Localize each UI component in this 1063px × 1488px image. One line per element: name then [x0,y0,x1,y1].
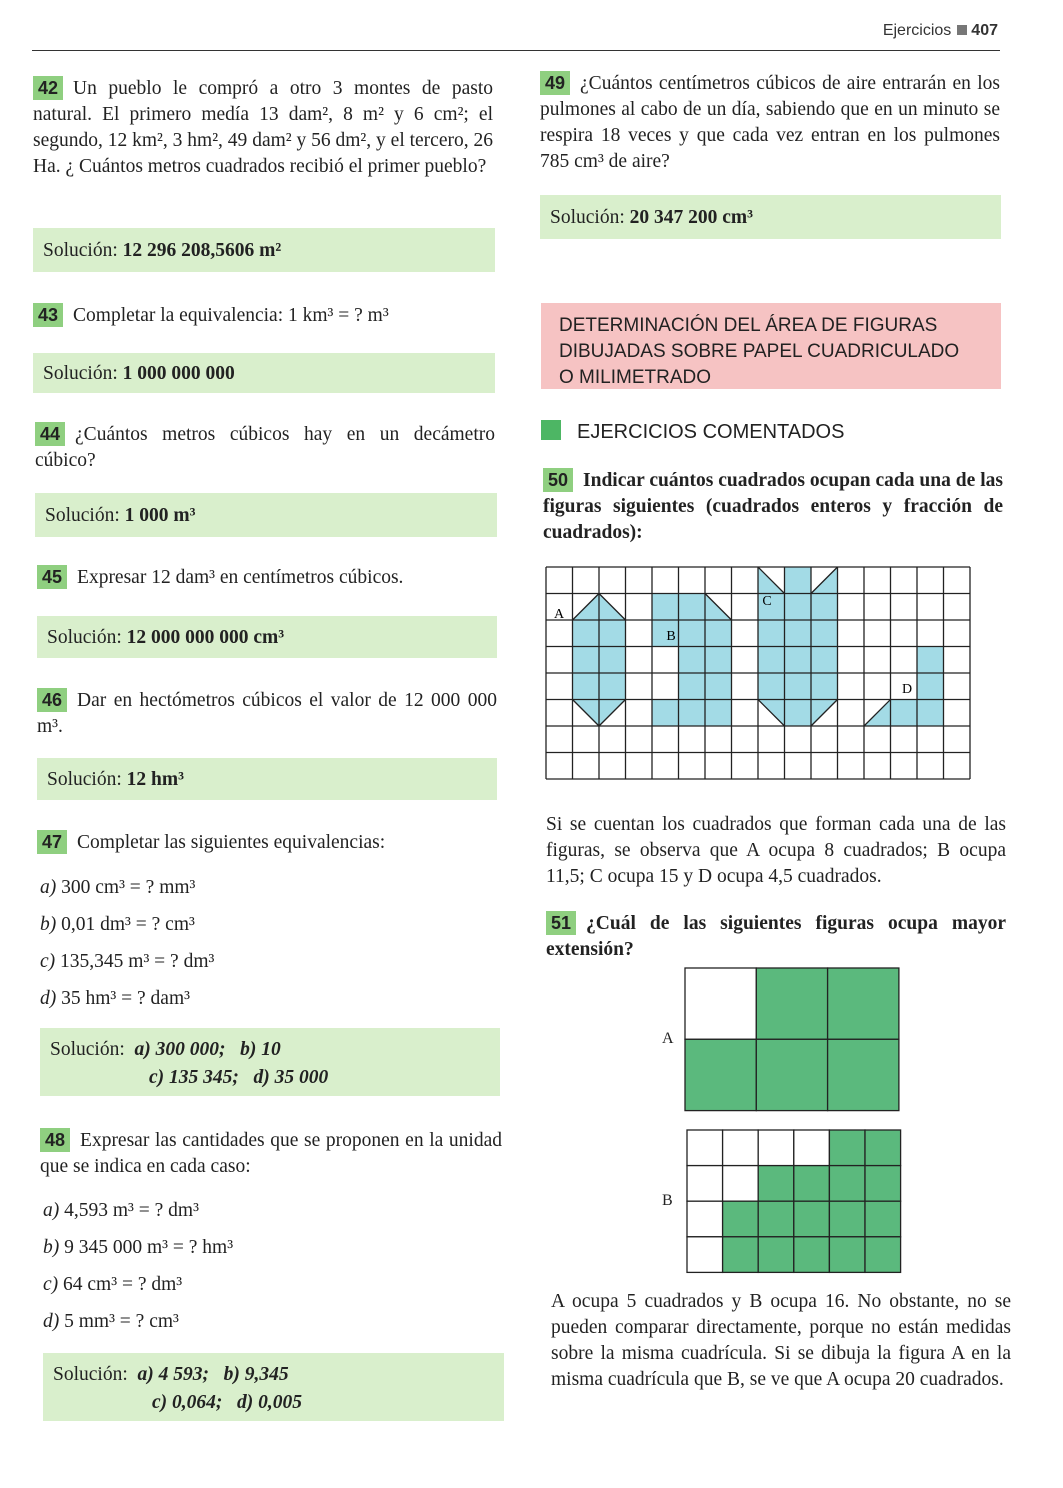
header-text [883,22,998,40]
solution-value: 1 000 m³ [124,505,196,526]
banner-line-2: DIBUJADAS SOBRE PAPEL CUADRICULADO [559,341,960,362]
list-item: c) 135,345 m³ = ? dm³ [40,951,215,972]
filled-cell [829,1201,865,1237]
exercise-text: ¿Cuál de las siguientes figuras ocupa mayor extensión? [546,913,1006,960]
figure-b [652,594,732,727]
page-number: 407 [971,22,998,39]
exercise-number: 44 [35,422,65,446]
exercise-48 [40,1128,502,1180]
filled-cell [865,1237,901,1273]
solution-value: 20 347 200 cm³ [629,207,754,228]
solution-label: Solución: [550,207,625,228]
exercise-text: ¿Cuántos centímetros cúbicos de aire entrarán en los pulmones al cabo de un día, sabiendo que en un minuto se respira 18 veces y que cada vez entran en los pulmones 785 cm³ de aire? [540,73,1000,172]
exercise-50 [543,468,1003,546]
list-item: a) 300 cm³ = ? mm³ [40,877,196,898]
exercise-text: Dar en hectómetros cúbicos el valor de 12 000 000 m³. [37,690,497,737]
empty-cell [723,1130,759,1166]
empty-cell [687,1237,723,1273]
filled-cell [723,1237,759,1273]
banner-line-1: DETERMINACIÓN DEL ÁREA DE FIGURAS [559,315,938,336]
solution-line-1: a) 300 000; b) 10 [134,1039,281,1060]
solution-44 [35,493,497,537]
exercise-text: ¿Cuántos metros cúbicos hay en un decámetro cúbico? [35,424,495,471]
filled-cell [758,1237,794,1273]
label-d: D [901,682,913,697]
filled-cell [829,1237,865,1273]
solution-label: Solución: [47,627,122,648]
solution-line-2: c) 135 345; d) 35 000 [149,1067,329,1088]
label-a: A [553,607,565,622]
empty-cell [687,1166,723,1202]
solution-label: Solución: [45,505,120,526]
solution-value: 12 296 208,5606 m² [122,240,282,261]
solution-line-2: c) 0,064; d) 0,005 [152,1392,303,1413]
solution-label: Solución: [50,1039,125,1060]
empty-cell [687,1130,723,1166]
solution-value: 12 000 000 000 cm³ [126,627,285,648]
solution-value: 1 000 000 000 [122,363,235,384]
exercise-number: 46 [37,688,67,712]
solution-42 [33,228,495,272]
list-item: b) 9 345 000 m³ = ? hm³ [43,1237,234,1258]
exercise-number: 42 [33,76,63,100]
filled-cell [829,1166,865,1202]
solution-46 [37,758,497,800]
solution-45 [37,616,497,658]
solution-43 [33,353,495,393]
exercise-text: Completar las siguientes equivalencias: [77,832,386,853]
figure-51-label-b: B [662,1192,673,1209]
exercise-number: 47 [37,830,67,854]
figure-51-a [684,967,902,1112]
list-item: d) 5 mm³ = ? cm³ [43,1311,179,1332]
filled-cell [794,1201,830,1237]
exercise-50-answer: Si se cuentan los cuadrados que forman cada una de las figuras, se observa que A ocupa 8 cuadrados; B ocupa 11,5; C ocupa 15 y D ocupa 4,5 cuadrados. [546,814,1006,887]
section-banner [541,303,1001,389]
label-c: C [762,594,772,609]
filled-cell [758,1166,794,1202]
empty-cell [687,1201,723,1237]
exercise-43 [33,303,493,329]
list-item: a) 4,593 m³ = ? dm³ [43,1200,199,1221]
filled-cell [829,1130,865,1166]
filled-cell [758,1201,794,1237]
solution-48 [43,1353,504,1421]
exercise-text: Expresar 12 dam³ en centímetros cúbicos. [77,567,404,588]
exercise-46 [37,688,497,740]
empty-cell [794,1130,830,1166]
filled-cell [865,1130,901,1166]
green-square-icon [541,420,561,440]
solution-value: 12 hm³ [126,769,184,790]
empty-cell [723,1166,759,1202]
solution-49 [540,195,1001,239]
exercise-47 [37,830,497,856]
page-header [32,20,1000,51]
exercise-number: 43 [33,303,63,327]
solution-label: Solución: [43,240,118,261]
figure-51-b [686,1129,902,1274]
exercise-number: 51 [546,911,576,935]
exercise-text: Un pueblo le compró a otro 3 montes de pasto natural. El primero medía 13 dam², 8 m² y 6 cm²; el segundo, 12 km², 3 hm², 49 dam² y 56 dm², y el tercero, 26 Ha. ¿ Cuántos metros cuadrados recibió el primer pueblo? [33,78,493,177]
exercise-number: 48 [40,1128,70,1152]
empty-cell [758,1130,794,1166]
solution-label: Solución: [53,1364,128,1385]
solution-47 [40,1028,500,1096]
exercise-number: 50 [543,468,573,492]
exercise-44 [35,422,495,474]
banner-line-3: O MILIMETRADO [559,367,712,388]
header-square-icon [957,25,967,35]
subheading [541,420,844,444]
label-b: B [666,629,676,644]
exercise-text: Expresar las cantidades que se proponen en la unidad que se indica en cada caso: [40,1130,502,1177]
filled-cell [723,1201,759,1237]
exercise-51-answer: A ocupa 5 cuadrados y B ocupa 16. No obstante, no se pueden comparar directamente, porque no están medidas sobre la misma cuadrícula. Si se dibuja la figura A en la misma cuadrícula que B, se ve que A ocupa 20 cuadrados. [551,1291,1011,1390]
header-section: Ejercicios [882,22,952,39]
solution-label: Solución: [47,769,122,790]
exercise-number: 45 [37,565,67,589]
filled-cell [794,1237,830,1273]
exercise-text: Completar la equivalencia: 1 km³ = ? m³ [73,305,389,326]
exercise-51 [546,911,1006,963]
exercise-text: Indicar cuántos cuadrados ocupan cada una de las figuras siguientes (cuadrados enteros y fracción de cuadrados): [543,470,1003,543]
solution-line-1: a) 4 593; b) 9,345 [137,1364,289,1385]
filled-cell [865,1166,901,1202]
subheading-text: EJERCICIOS COMENTADOS [577,421,845,443]
exercise-49 [540,71,1000,175]
list-item: d) 35 hm³ = ? dam³ [40,988,190,1009]
figure-51-label-a: A [662,1030,674,1047]
figure-50-grid [540,562,980,788]
exercise-number: 49 [540,71,570,95]
list-item: c) 64 cm³ = ? dm³ [43,1274,183,1295]
solution-label: Solución: [43,363,118,384]
filled-cell [794,1166,830,1202]
filled-cell [865,1201,901,1237]
exercise-42 [33,76,493,180]
list-item: b) 0,01 dm³ = ? cm³ [40,914,195,935]
exercise-45 [37,565,497,591]
